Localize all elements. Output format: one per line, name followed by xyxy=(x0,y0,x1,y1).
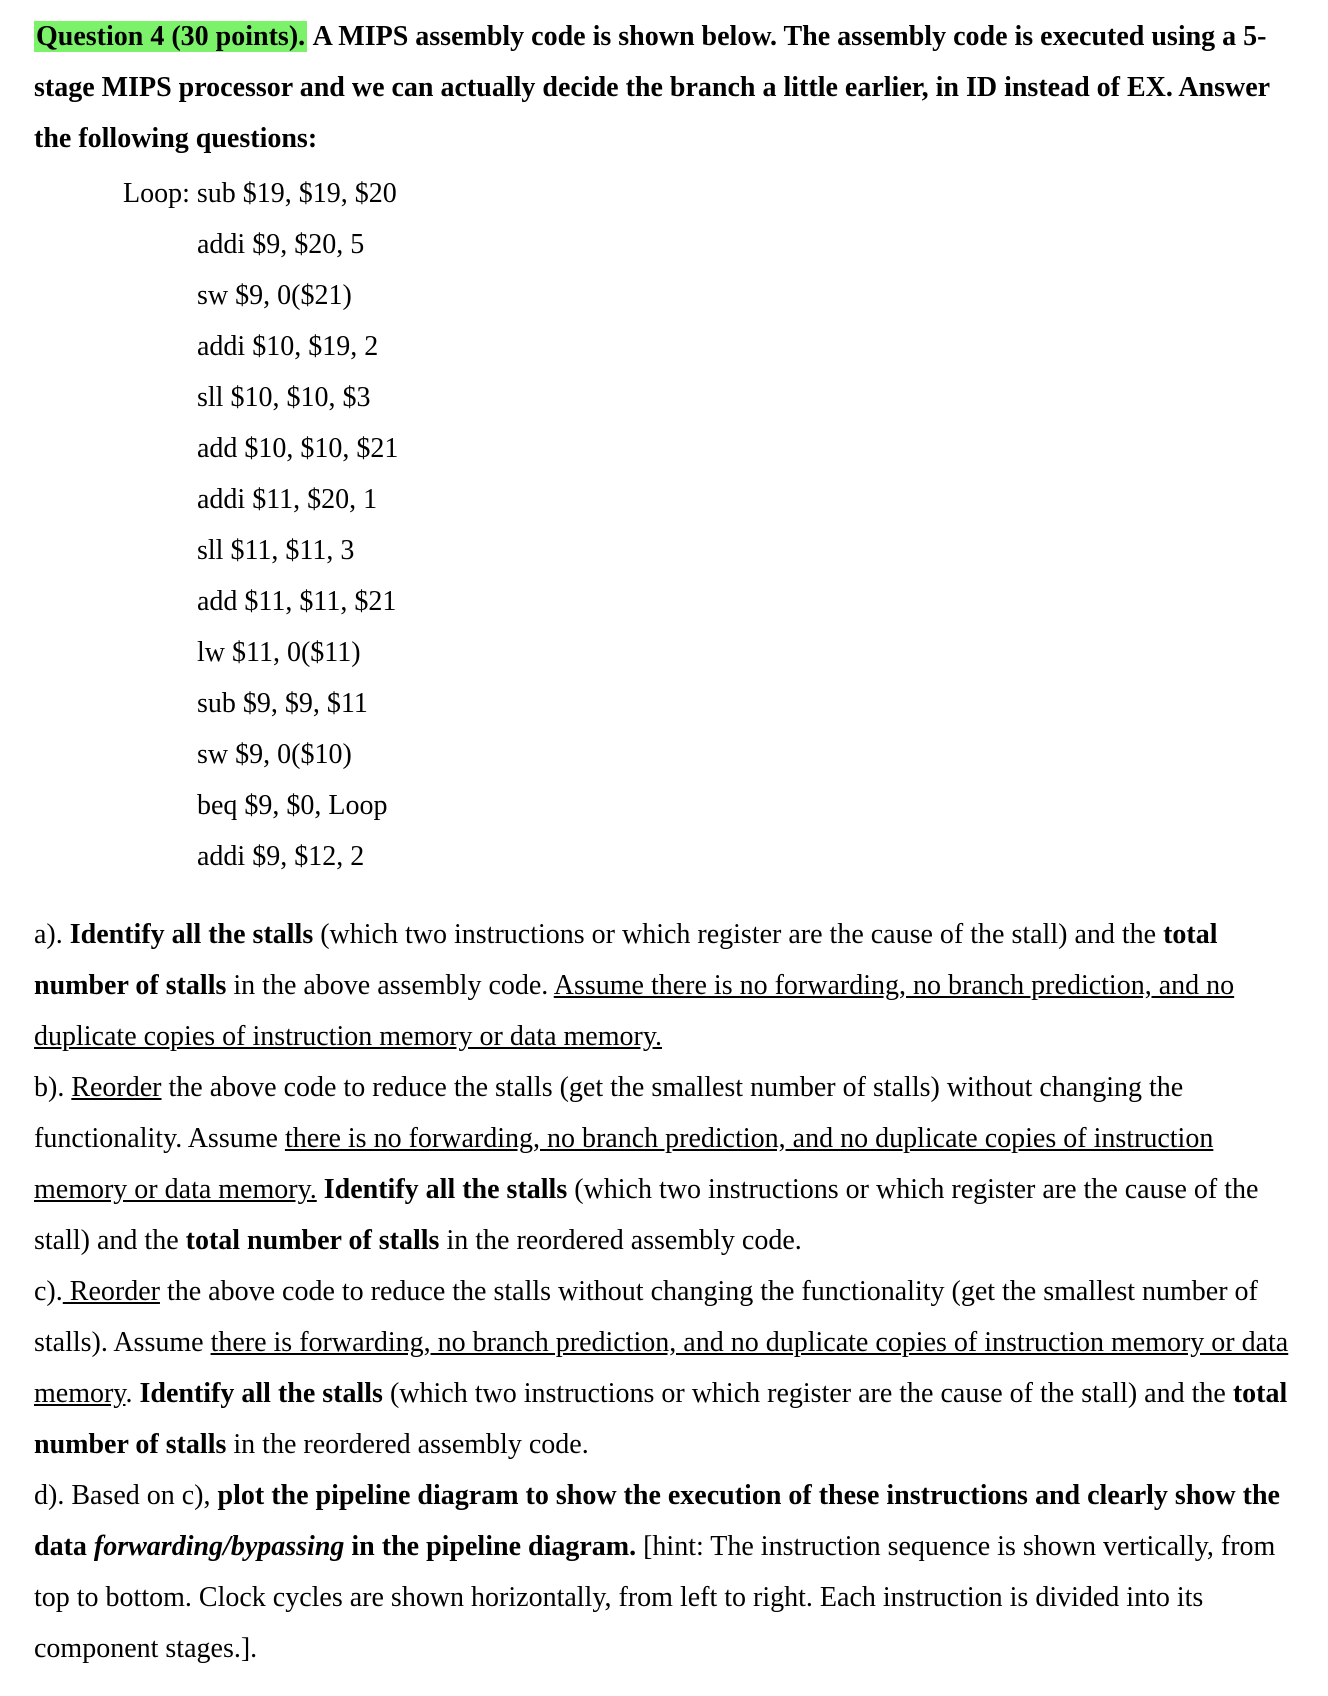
question-b-bold-2: total number of stalls xyxy=(185,1225,440,1256)
question-a-text-1: (which two instructions or which register are the cause of the stall) and the xyxy=(313,919,1164,950)
question-a-label: a). xyxy=(34,919,70,950)
question-b xyxy=(34,1062,1304,1266)
code-line: add $11, $11, $21 xyxy=(197,586,397,617)
question-intro-text: A MIPS assembly code is shown below. The assembly code is executed using a 5-stage MIPS processor and we can actually decide the branch a little earlier, in ID instead of EX. Answer the following questions: xyxy=(34,21,1270,154)
question-d-bold-2: in the pipeline diagram. xyxy=(344,1531,637,1562)
question-c-bold-1: Identify all the stalls xyxy=(139,1378,383,1409)
code-line-loop: Loop: sub $19, $19, $20 xyxy=(123,178,397,209)
questions-list xyxy=(34,909,1304,1674)
question-c-text-2: (which two instructions or which register are the cause of the stall) and the xyxy=(382,1378,1233,1409)
code-line: lw $11, 0($11) xyxy=(197,637,361,668)
question-title-highlight: Question 4 (30 points). xyxy=(36,21,306,52)
question-c-bold-2: total number of stalls xyxy=(34,1378,1288,1460)
question-c xyxy=(34,1266,1304,1470)
code-line: sub $9, $9, $11 xyxy=(197,688,368,719)
code-line: beq $9, $0, Loop xyxy=(197,790,388,821)
code-line: addi $9, $12, 2 xyxy=(197,841,365,872)
question-c-reorder: Reorder xyxy=(62,1276,160,1307)
question-b-bold-1: Identify all the stalls xyxy=(323,1174,568,1205)
question-d-bold-1: plot the pipeline diagram to show the execution of these instructions and clearly show the data xyxy=(34,1480,1280,1562)
code-line: sll $10, $10, $3 xyxy=(197,382,371,413)
question-c-period: . xyxy=(125,1378,140,1409)
code-line: addi $11, $20, 1 xyxy=(197,484,378,515)
code-line: addi $9, $20, 5 xyxy=(197,229,365,260)
code-line: addi $10, $19, 2 xyxy=(197,331,379,362)
question-c-text-1: the above code to reduce the stalls without changing the functionality (get the smallest number of stalls). Assume xyxy=(34,1276,1258,1358)
question-c-text-3: in the reordered assembly code. xyxy=(226,1429,589,1460)
question-d-label: d). Based on c), xyxy=(34,1480,218,1511)
question-d-bold-italic: forwarding/bypassing xyxy=(93,1531,345,1562)
code-line: sll $11, $11, 3 xyxy=(197,535,355,566)
question-b-reorder: Reorder xyxy=(71,1072,162,1103)
code-line: sw $9, 0($10) xyxy=(197,739,352,770)
code-line: add $10, $10, $21 xyxy=(197,433,399,464)
question-a-assumption: Assume there is no forwarding, no branch prediction, and no duplicate copies of instruction memory or data memory. xyxy=(34,970,1235,1052)
question-d-hint: [hint: The instruction sequence is shown vertically, from top to bottom. Clock cycles are shown horizontally, from left to right. Each instruction is divided into its component stages.]. xyxy=(34,1531,1276,1664)
question-b-space xyxy=(317,1174,324,1205)
question-b-label: b). xyxy=(34,1072,72,1103)
question-intro xyxy=(34,11,1304,164)
question-b-text-1: the above code to reduce the stalls (get the smallest number of stalls) without changing the functionality. Assume xyxy=(34,1072,1184,1154)
code-line: sw $9, 0($21) xyxy=(197,280,352,311)
question-c-label: c). xyxy=(34,1276,63,1307)
question-c-assumption: there is forwarding, no branch prediction, and no duplicate copies of instruction memory or data memory xyxy=(34,1327,1289,1409)
question-d xyxy=(34,1470,1304,1674)
question-a xyxy=(34,909,1304,1062)
question-a-text-2: in the above assembly code. xyxy=(226,970,554,1001)
question-b-text-2: (which two instructions or which register are the cause of the stall) and the xyxy=(34,1174,1259,1256)
question-a-bold-2: total number of stalls xyxy=(34,919,1218,1001)
question-b-assumption: there is no forwarding, no branch prediction, and no duplicate copies of instruction memory or data memory. xyxy=(34,1123,1214,1205)
question-b-text-3: in the reordered assembly code. xyxy=(439,1225,802,1256)
question-a-bold-1: Identify all the stalls xyxy=(69,919,314,950)
